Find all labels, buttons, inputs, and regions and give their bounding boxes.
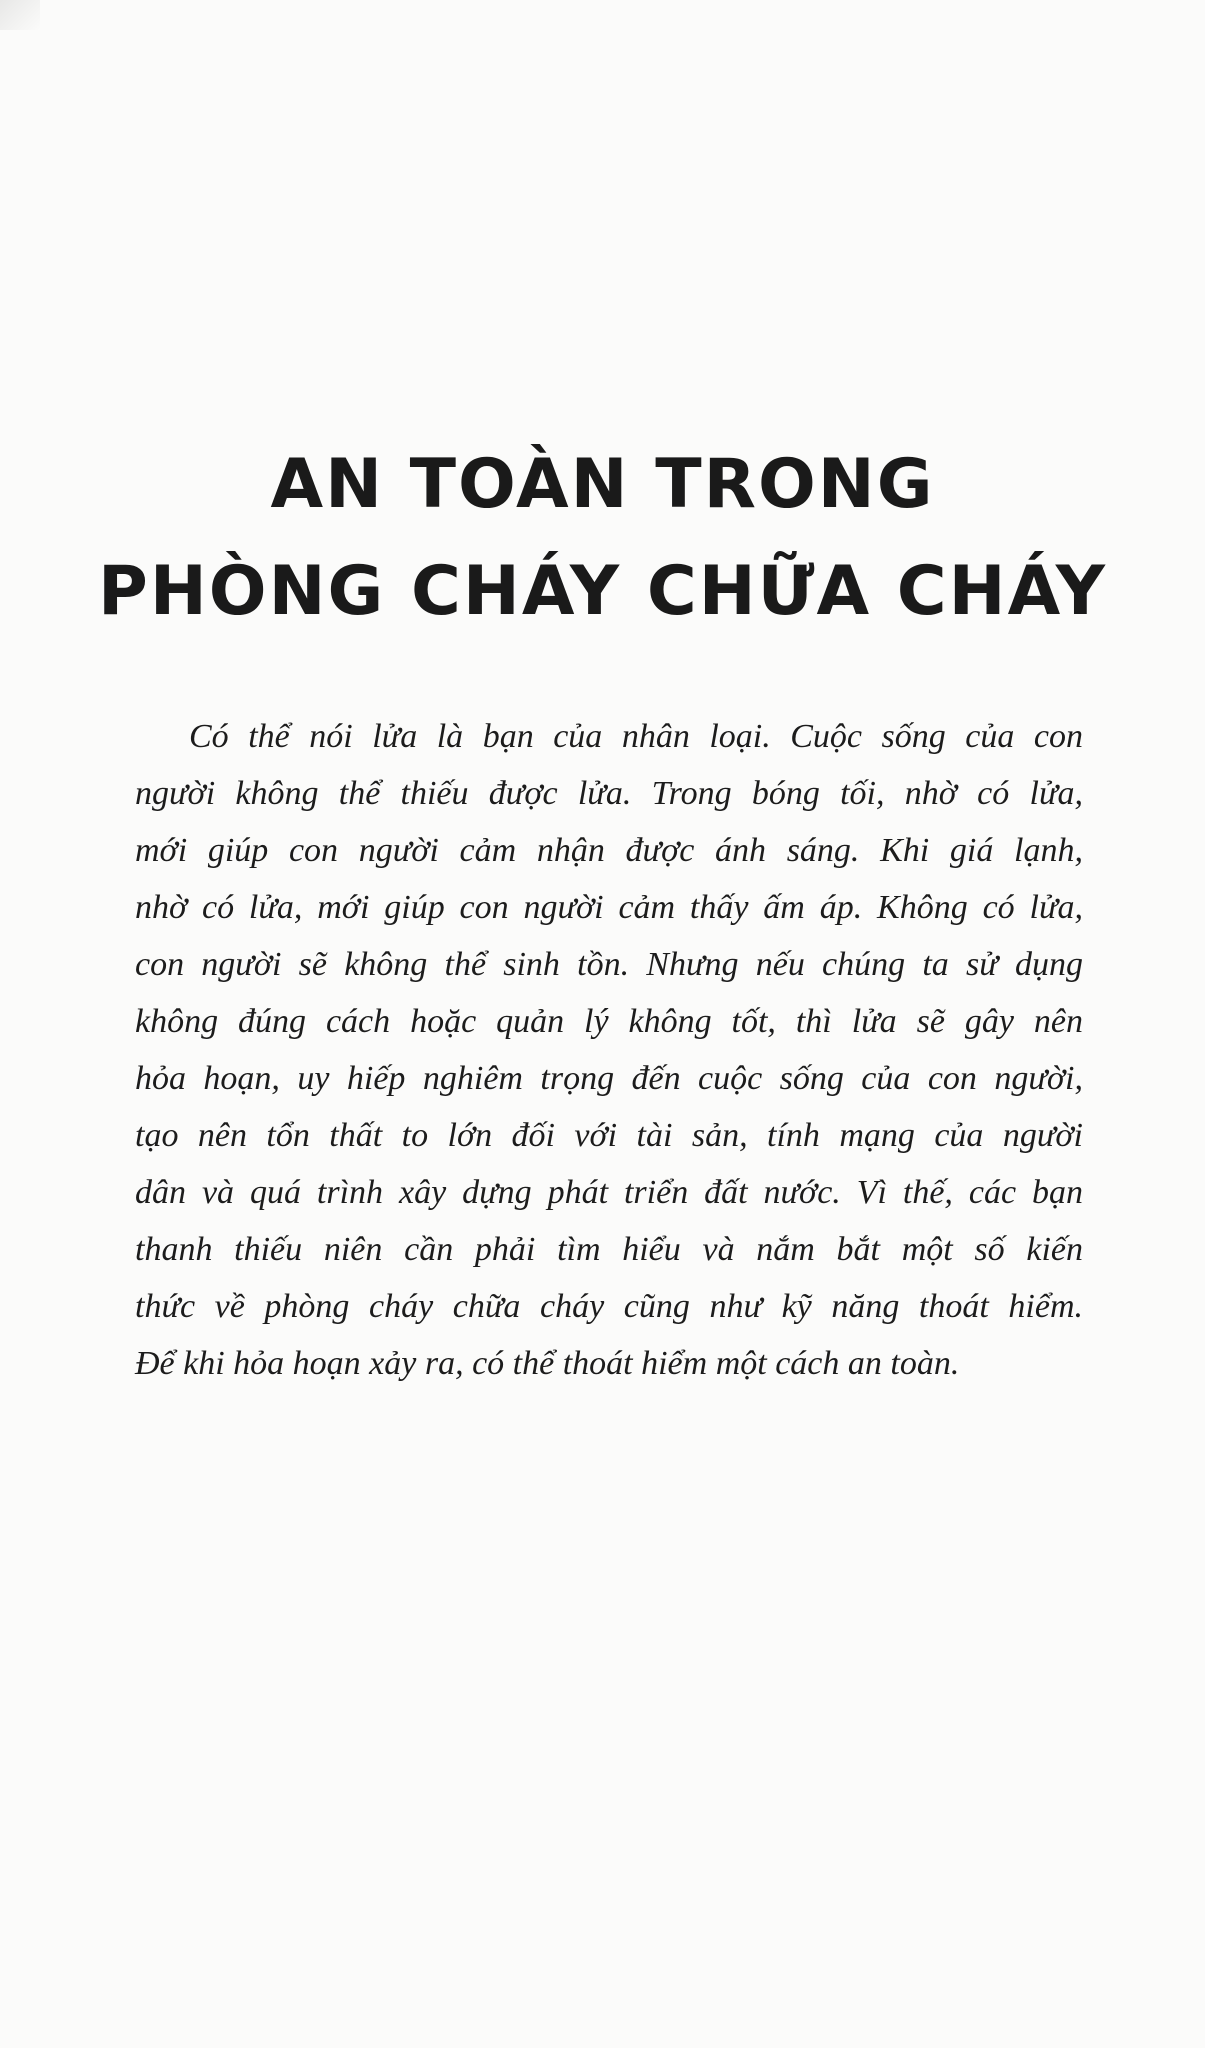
page-corner-shadow	[0, 0, 40, 30]
paragraph-line: con người sẽ không thể sinh tồn. Nhưng nếu chúng ta sử dụng	[135, 946, 1083, 983]
paragraph-line: hỏa hoạn, uy hiếp nghiêm trọng đến cuộc sống của con người,	[135, 1060, 1083, 1097]
page-title-line-1: AN TOÀN TRONG	[270, 445, 935, 524]
paragraph-line: Để khi hỏa hoạn xảy ra, có thể thoát hiểm một cách an toàn.	[135, 1345, 960, 1382]
page-title-line-2: PHÒNG CHÁY CHỮA CHÁY	[98, 552, 1107, 631]
paragraph-line: Có thể nói lửa là bạn của nhân loại. Cuộc sống của con	[189, 718, 1083, 755]
paragraph-line: người không thể thiếu được lửa. Trong bóng tối, nhờ có lửa,	[135, 775, 1083, 812]
paragraph-line: nhờ có lửa, mới giúp con người cảm thấy ấm áp. Không có lửa,	[135, 889, 1083, 926]
paragraph-line: dân và quá trình xây dựng phát triển đất nước. Vì thế, các bạn	[135, 1174, 1083, 1211]
paragraph-line: thanh thiếu niên cần phải tìm hiểu và nắm bắt một số kiến	[135, 1231, 1083, 1268]
body-paragraph	[135, 708, 1083, 1392]
paragraph-line: thức về phòng cháy chữa cháy cũng như kỹ năng thoát hiểm.	[135, 1288, 1083, 1325]
paragraph-line: không đúng cách hoặc quản lý không tốt, thì lửa sẽ gây nên	[135, 1003, 1083, 1040]
paragraph-line: mới giúp con người cảm nhận được ánh sáng. Khi giá lạnh,	[135, 832, 1083, 869]
paragraph-line: tạo nên tổn thất to lớn đối với tài sản, tính mạng của người	[135, 1117, 1083, 1154]
